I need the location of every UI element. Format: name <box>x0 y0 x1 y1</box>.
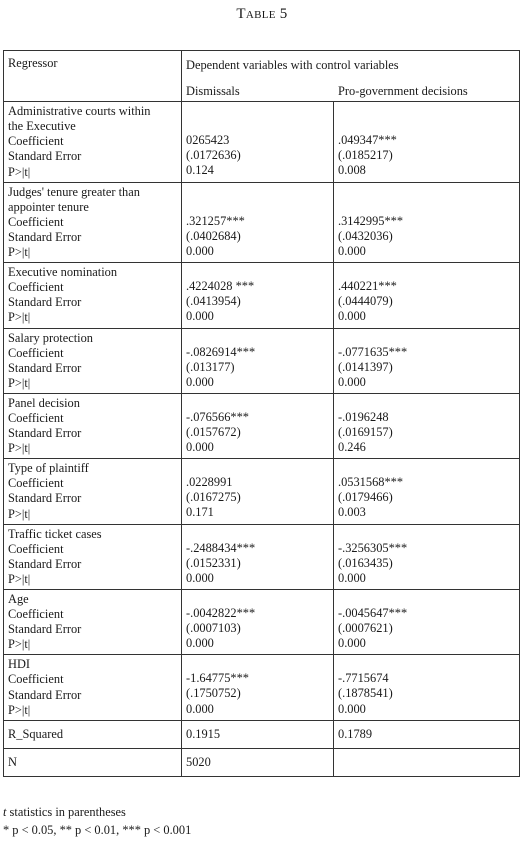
table-row <box>4 393 520 458</box>
cell-line: -.3256305*** <box>338 540 408 555</box>
cell-line: 0.000 <box>338 636 366 651</box>
table-row <box>4 182 520 262</box>
dismissals-values <box>182 182 334 262</box>
cell-line: (.0432036) <box>338 228 393 243</box>
cell-line: 0.000 <box>186 701 214 716</box>
cell-line: Age <box>8 592 29 606</box>
cell-line: the Executive <box>8 119 76 134</box>
cell-line: Standard Error <box>8 622 82 637</box>
cell-line: (.0167275) <box>186 490 241 505</box>
n-value: 5020 <box>182 748 334 776</box>
cell-line: 0.000 <box>338 570 366 585</box>
cell-line: 0.000 <box>186 243 214 258</box>
cell-line: -.0771635*** <box>338 344 408 359</box>
cell-line: Standard Error <box>8 295 82 310</box>
regressor-label <box>4 263 182 328</box>
dismissals-values <box>182 524 334 589</box>
cell-line: (.0185217) <box>338 148 393 163</box>
dependent-header-cell <box>182 51 520 102</box>
cell-line: 0.000 <box>186 636 214 651</box>
cell-line: P>|t| <box>8 245 31 260</box>
dismissals-values <box>182 590 334 655</box>
cell-line: -1.64775*** <box>186 671 249 686</box>
table-row <box>4 524 520 589</box>
cell-line: 0.008 <box>338 163 366 178</box>
cell-line: 0.000 <box>186 570 214 585</box>
cell-line: .321257*** <box>186 213 245 228</box>
cell-line: Coefficient <box>8 607 64 622</box>
n-empty <box>334 748 520 776</box>
pro-government-values <box>334 655 520 720</box>
cell-line: .0228991 <box>186 475 233 490</box>
pro-government-values <box>334 459 520 524</box>
regressor-label <box>4 459 182 524</box>
r-squared-label: R_Squared <box>4 720 182 748</box>
cell-line: Standard Error <box>8 426 82 441</box>
r-squared-pro-government: 0.1789 <box>334 720 520 748</box>
cell-line: Coefficient <box>8 280 64 295</box>
dismissals-values <box>182 655 334 720</box>
table-row <box>4 590 520 655</box>
cell-line: appointer tenure <box>8 199 89 214</box>
cell-line: P>|t| <box>8 310 31 325</box>
regressor-label <box>4 524 182 589</box>
r-squared-dismissals: 0.1915 <box>182 720 334 748</box>
cell-line: (.0413954) <box>186 294 241 309</box>
cell-line: (.0152331) <box>186 555 241 570</box>
cell-line: -.0042822*** <box>186 606 256 620</box>
cell-line: Standard Error <box>8 556 82 571</box>
t-statistics-note: t statistics in parentheses <box>3 805 126 819</box>
regressor-label <box>4 655 182 720</box>
cell-line: (.0157672) <box>186 424 241 439</box>
cell-line: P>|t| <box>8 702 31 717</box>
cell-line: -.2488434*** <box>186 540 256 555</box>
cell-line: HDI <box>8 657 31 672</box>
cell-line: Judges' tenure greater than <box>8 184 140 199</box>
pro-government-values <box>334 393 520 458</box>
pro-government-values <box>334 102 520 182</box>
table-row <box>4 655 520 720</box>
sig-01: ** p < 0.01, <box>59 823 120 837</box>
dependent-variables-header: Dependent variables with control variables <box>186 58 399 72</box>
sig-05: * p < 0.05, <box>3 823 57 837</box>
cell-line: (.1750752) <box>186 686 241 701</box>
cell-line: .0531568*** <box>338 475 404 490</box>
regressor-label <box>4 328 182 393</box>
cell-line: -.0826914*** <box>186 344 256 359</box>
n-row <box>4 748 520 776</box>
cell-line: (.1878541) <box>338 686 393 701</box>
cell-line: 0.000 <box>186 374 214 389</box>
regressor-header: Regressor <box>4 51 182 102</box>
cell-line: Standard Error <box>8 360 82 375</box>
regressor-label <box>4 590 182 655</box>
cell-line: P>|t| <box>8 637 31 652</box>
cell-line: Standard Error <box>8 687 82 702</box>
pro-government-values <box>334 328 520 393</box>
cell-line: (.0444079) <box>338 294 393 309</box>
cell-line: (.0172636) <box>186 148 241 163</box>
cell-line: .049347*** <box>338 133 397 148</box>
cell-line: Coefficient <box>8 476 64 491</box>
cell-line: P>|t| <box>8 164 31 179</box>
cell-line: 0.000 <box>338 374 366 389</box>
cell-line: Standard Error <box>8 229 82 244</box>
cell-line: Coefficient <box>8 672 64 687</box>
cell-line: (.0169157) <box>338 424 393 439</box>
cell-line: Standard Error <box>8 149 82 164</box>
table-row <box>4 102 520 182</box>
cell-line: 0.000 <box>338 309 366 324</box>
cell-line: -.076566*** <box>186 409 249 424</box>
dismissals-header: Dismissals <box>186 84 240 99</box>
cell-line: Panel decision <box>8 395 80 410</box>
cell-line: -.0045647*** <box>338 606 408 620</box>
cell-line: (.0007621) <box>338 621 393 636</box>
cell-line: Coefficient <box>8 541 64 556</box>
cell-line: .4224028 *** <box>186 279 255 294</box>
cell-line: P>|t| <box>8 441 31 456</box>
table-title: Table 5 <box>236 6 288 22</box>
dismissals-values <box>182 263 334 328</box>
cell-line: Type of plaintiff <box>8 461 89 476</box>
n-label: N <box>4 748 182 776</box>
dismissals-values <box>182 393 334 458</box>
cell-line: Administrative courts within <box>8 104 151 119</box>
pro-government-values <box>334 263 520 328</box>
cell-line: Standard Error <box>8 491 82 506</box>
pro-government-values <box>334 524 520 589</box>
pro-government-values <box>334 182 520 262</box>
regression-table <box>3 50 520 777</box>
table-row <box>4 328 520 393</box>
cell-line: 0.246 <box>338 440 366 455</box>
regressor-label <box>4 393 182 458</box>
regressor-label <box>4 182 182 262</box>
cell-line: (.013177) <box>186 359 235 374</box>
dismissals-values <box>182 328 334 393</box>
pro-government-values <box>334 590 520 655</box>
table-row <box>4 263 520 328</box>
r-squared-row <box>4 720 520 748</box>
cell-line: Executive nomination <box>8 265 118 280</box>
cell-line: 0.124 <box>186 163 214 178</box>
cell-line: (.0402684) <box>186 228 241 243</box>
cell-line: (.0007103) <box>186 621 241 636</box>
cell-line: (.0163435) <box>338 555 393 570</box>
cell-line: P>|t| <box>8 506 31 521</box>
table-notes <box>3 803 191 839</box>
dismissals-values <box>182 459 334 524</box>
cell-line: Traffic ticket cases <box>8 526 102 541</box>
cell-line: (.0179466) <box>338 490 393 505</box>
cell-line: -.0196248 <box>338 409 389 424</box>
dismissals-values <box>182 102 334 182</box>
cell-line: -.7715674 <box>338 671 389 686</box>
cell-line: Coefficient <box>8 214 64 229</box>
table-row <box>4 459 520 524</box>
pro-government-header: Pro-government decisions <box>338 84 468 99</box>
cell-line: .440221*** <box>338 279 397 294</box>
cell-line: 0265423 <box>186 133 230 148</box>
cell-line: (.0141397) <box>338 359 393 374</box>
cell-line: 0.000 <box>338 701 366 716</box>
cell-line: .3142995*** <box>338 213 404 228</box>
header-row <box>4 51 520 102</box>
cell-line: Coefficient <box>8 345 64 360</box>
sig-001: *** p < 0.001 <box>122 823 192 837</box>
cell-line: Coefficient <box>8 134 64 149</box>
significance-note <box>3 821 191 839</box>
cell-line: Salary protection <box>8 330 93 345</box>
cell-line: 0.000 <box>186 440 214 455</box>
cell-line: P>|t| <box>8 375 31 390</box>
cell-line: 0.171 <box>186 505 214 520</box>
cell-line: 0.000 <box>186 309 214 324</box>
cell-line: P>|t| <box>8 571 31 586</box>
regressor-label <box>4 102 182 182</box>
cell-line: 0.003 <box>338 505 366 520</box>
cell-line: Coefficient <box>8 410 64 425</box>
cell-line: 0.000 <box>338 243 366 258</box>
